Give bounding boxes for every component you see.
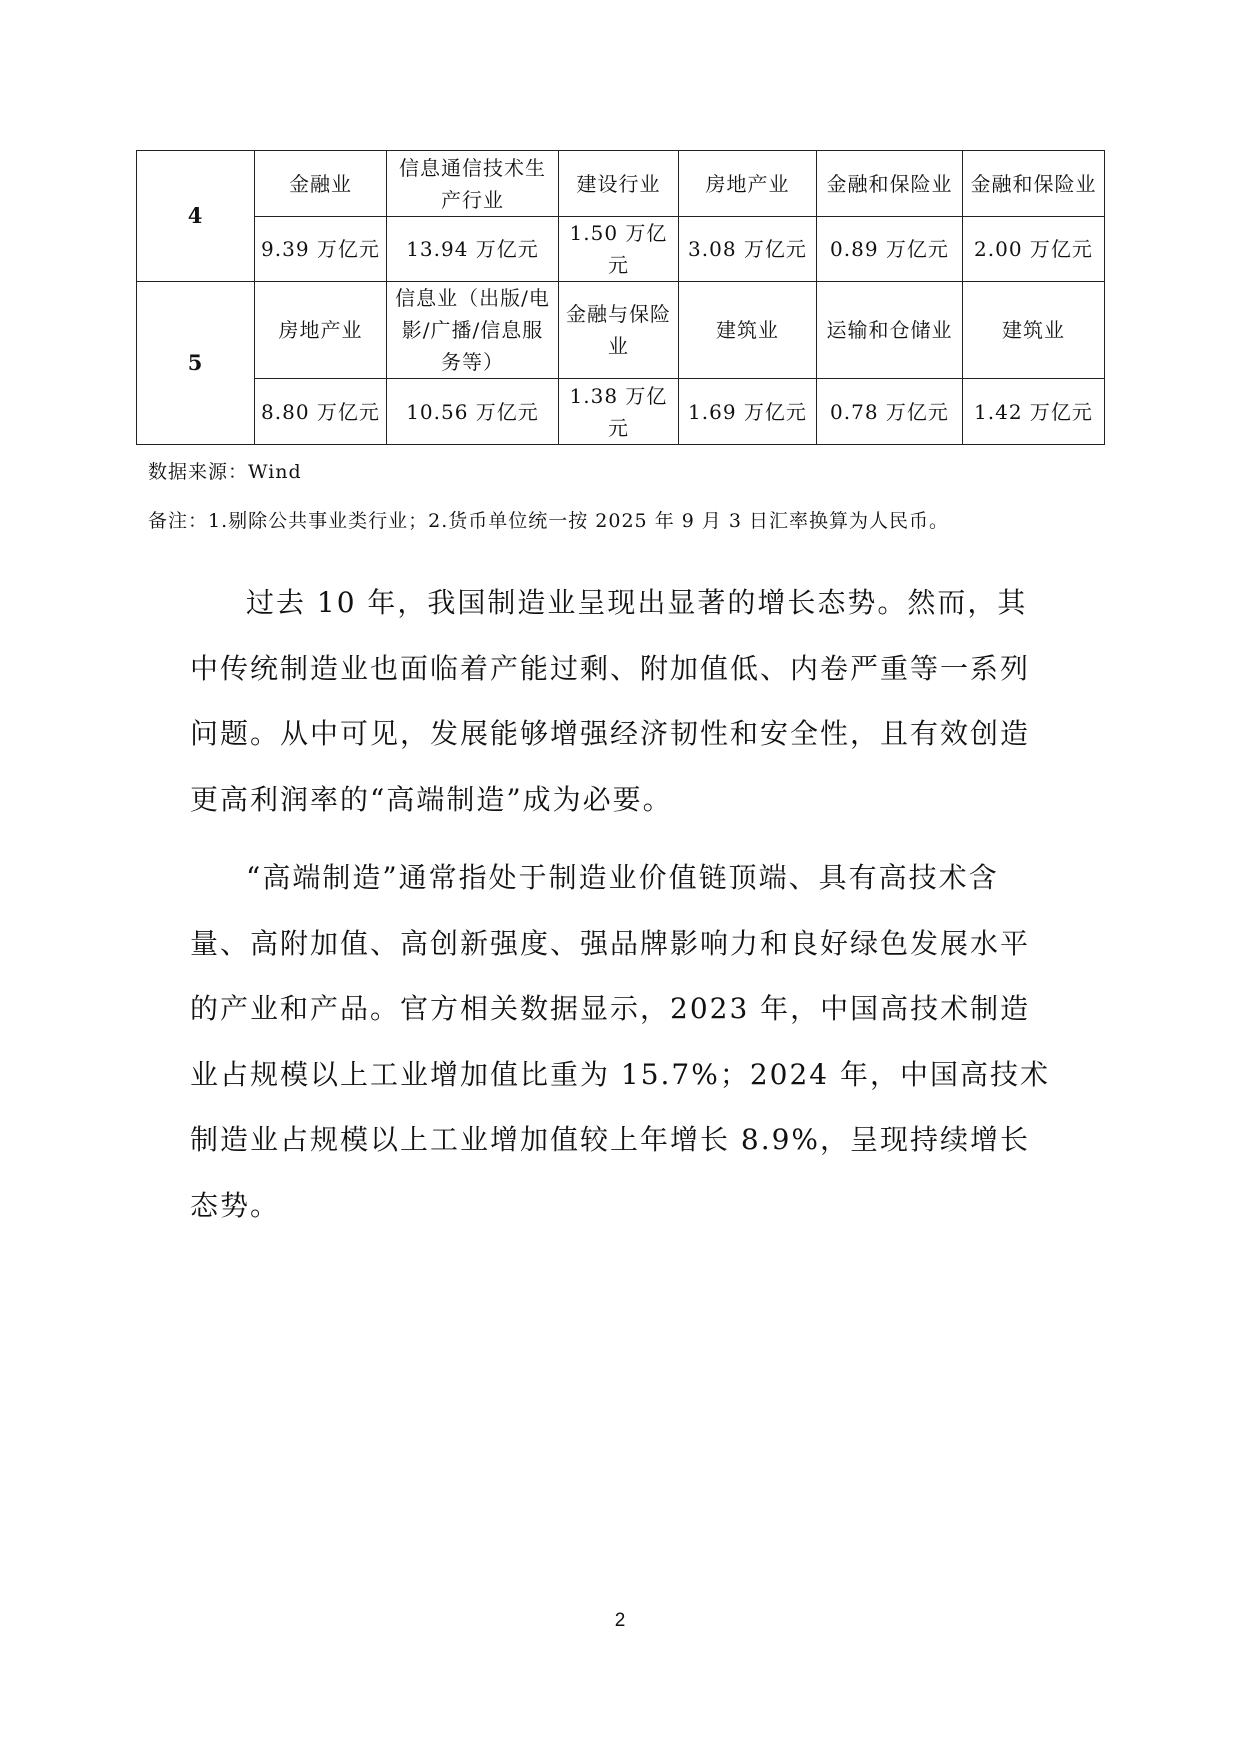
rank-cell: 4 xyxy=(137,151,255,282)
rank-cell: 5 xyxy=(137,282,255,445)
industry-cell: 金融业 xyxy=(255,151,387,217)
industry-cell: 信息业（出版/电影/广播/信息服务等） xyxy=(387,282,559,379)
value-cell: 0.78 万亿元 xyxy=(817,379,963,445)
industry-ranking-table xyxy=(136,150,1105,445)
value-cell: 1.38 万亿元 xyxy=(559,379,679,445)
remark-note: 备注：1.剔除公共事业类行业；2.货币单位统一按 2025 年 9 月 3 日汇率换算为人民币。 xyxy=(148,510,950,532)
value-cell: 2.00 万亿元 xyxy=(963,217,1105,282)
value-cell: 1.42 万亿元 xyxy=(963,379,1105,445)
value-cell: 1.69 万亿元 xyxy=(679,379,817,445)
industry-cell: 建筑业 xyxy=(963,282,1105,379)
page-number: 2 xyxy=(614,1610,626,1631)
table-row xyxy=(137,151,1105,217)
industry-cell: 金融与保险业 xyxy=(559,282,679,379)
value-cell: 10.56 万亿元 xyxy=(387,379,559,445)
value-cell: 9.39 万亿元 xyxy=(255,217,387,282)
value-cell: 13.94 万亿元 xyxy=(387,217,559,282)
value-cell: 8.80 万亿元 xyxy=(255,379,387,445)
industry-cell: 建设行业 xyxy=(559,151,679,217)
body-paragraph: “高端制造”通常指处于制造业价值链顶端、具有高技术含量、高附加值、高创新强度、强品牌影响力和良好绿色发展水平的产业和产品。官方相关数据显示，2023 年，中国高技术制造业占规模以上工业增加值比重为 15.7%；2024 年，中国高技术制造业占规模以上工业增加值较上年增长 8.9%，呈现持续增长态势。 xyxy=(190,861,1051,1222)
table-row xyxy=(137,379,1105,445)
industry-cell: 房地产业 xyxy=(679,151,817,217)
industry-cell: 金融和保险业 xyxy=(817,151,963,217)
data-source-note: 数据来源：Wind xyxy=(148,461,302,483)
industry-cell: 运输和仓储业 xyxy=(817,282,963,379)
table-row xyxy=(137,282,1105,379)
industry-cell: 金融和保险业 xyxy=(963,151,1105,217)
industry-cell: 信息通信技术生产行业 xyxy=(387,151,559,217)
body-paragraph: 过去 10 年，我国制造业呈现出显著的增长态势。然而，其中传统制造业也面临着产能过剩、附加值低、内卷严重等一系列问题。从中可见，发展能够增强经济韧性和安全性，且有效创造更高利润率的“高端制造”成为必要。 xyxy=(190,586,1031,816)
value-cell: 3.08 万亿元 xyxy=(679,217,817,282)
value-cell: 1.50 万亿元 xyxy=(559,217,679,282)
table-row xyxy=(137,217,1105,282)
industry-cell: 房地产业 xyxy=(255,282,387,379)
value-cell: 0.89 万亿元 xyxy=(817,217,963,282)
industry-cell: 建筑业 xyxy=(679,282,817,379)
